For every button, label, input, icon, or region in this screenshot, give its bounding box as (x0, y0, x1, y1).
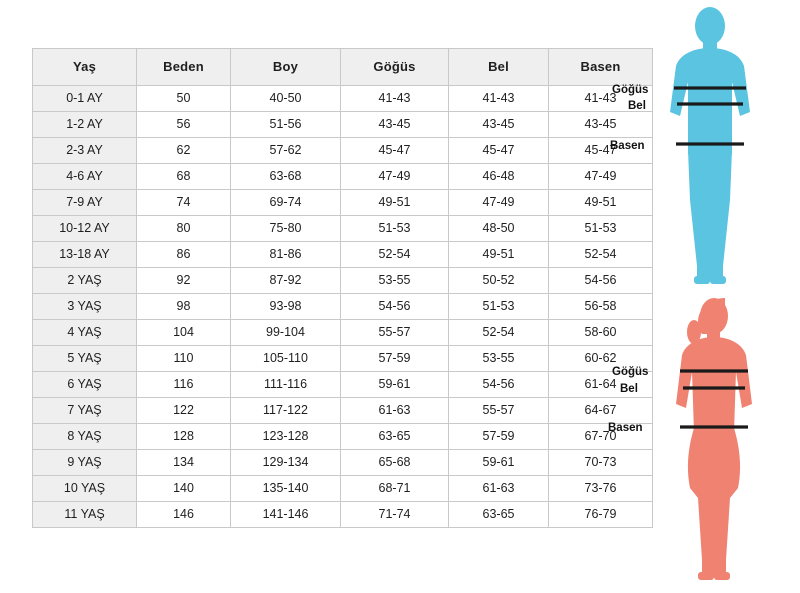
cell-beden: 68 (137, 164, 231, 190)
cell-basen: 45-47 (549, 138, 653, 164)
cell-gogus: 51-53 (341, 216, 449, 242)
cell-boy: 135-140 (231, 476, 341, 502)
cell-bel: 54-56 (449, 372, 549, 398)
cell-age: 4 YAŞ (33, 320, 137, 346)
table-row (33, 268, 653, 294)
cell-beden: 98 (137, 294, 231, 320)
cell-boy: 105-110 (231, 346, 341, 372)
cell-bel: 57-59 (449, 424, 549, 450)
table-row (33, 346, 653, 372)
cell-bel: 55-57 (449, 398, 549, 424)
cell-boy: 57-62 (231, 138, 341, 164)
cell-beden: 92 (137, 268, 231, 294)
cell-age: 10-12 AY (33, 216, 137, 242)
cell-basen: 73-76 (549, 476, 653, 502)
cell-age: 0-1 AY (33, 86, 137, 112)
cell-gogus: 43-45 (341, 112, 449, 138)
cell-age: 4-6 AY (33, 164, 137, 190)
figures-panel (608, 0, 800, 593)
boy-waist-label: Bel (628, 100, 646, 112)
cell-basen: 52-54 (549, 242, 653, 268)
boy-figure (610, 4, 800, 290)
table-row (33, 294, 653, 320)
cell-basen: 43-45 (549, 112, 653, 138)
boy-chest-label: Göğüs (612, 84, 649, 96)
column-header-bel: Bel (449, 49, 549, 86)
cell-gogus: 63-65 (341, 424, 449, 450)
cell-boy: 99-104 (231, 320, 341, 346)
cell-boy: 81-86 (231, 242, 341, 268)
cell-boy: 141-146 (231, 502, 341, 528)
cell-bel: 53-55 (449, 346, 549, 372)
girl-silhouette-icon (650, 292, 800, 592)
cell-age: 11 YAŞ (33, 502, 137, 528)
cell-beden: 146 (137, 502, 231, 528)
cell-gogus: 53-55 (341, 268, 449, 294)
cell-basen: 60-62 (549, 346, 653, 372)
girl-waist-label: Bel (620, 383, 638, 395)
girl-hip-label: Basen (608, 422, 643, 434)
cell-bel: 41-43 (449, 86, 549, 112)
cell-boy: 87-92 (231, 268, 341, 294)
cell-beden: 80 (137, 216, 231, 242)
cell-boy: 75-80 (231, 216, 341, 242)
cell-age: 8 YAŞ (33, 424, 137, 450)
cell-beden: 62 (137, 138, 231, 164)
cell-bel: 50-52 (449, 268, 549, 294)
cell-beden: 110 (137, 346, 231, 372)
column-header-beden: Beden (137, 49, 231, 86)
table-row (33, 476, 653, 502)
size-table (32, 48, 653, 528)
cell-beden: 56 (137, 112, 231, 138)
cell-gogus: 71-74 (341, 502, 449, 528)
girl-figure (608, 292, 800, 592)
cell-basen: 58-60 (549, 320, 653, 346)
cell-beden: 74 (137, 190, 231, 216)
cell-beden: 104 (137, 320, 231, 346)
cell-basen: 64-67 (549, 398, 653, 424)
cell-beden: 116 (137, 372, 231, 398)
cell-basen: 67-70 (549, 424, 653, 450)
cell-bel: 46-48 (449, 164, 549, 190)
cell-boy: 63-68 (231, 164, 341, 190)
column-header-basen: Basen (549, 49, 653, 86)
table-row (33, 398, 653, 424)
cell-bel: 59-61 (449, 450, 549, 476)
cell-age: 2-3 AY (33, 138, 137, 164)
cell-beden: 128 (137, 424, 231, 450)
cell-gogus: 68-71 (341, 476, 449, 502)
table-row (33, 502, 653, 528)
cell-basen: 56-58 (549, 294, 653, 320)
cell-age: 1-2 AY (33, 112, 137, 138)
girl-chest-label: Göğüs (612, 366, 649, 378)
cell-basen: 41-43 (549, 86, 653, 112)
table-row (33, 138, 653, 164)
cell-gogus: 47-49 (341, 164, 449, 190)
table-row (33, 372, 653, 398)
boy-hip-label: Basen (610, 140, 645, 152)
table-header-row (33, 49, 653, 86)
cell-age: 3 YAŞ (33, 294, 137, 320)
table-row (33, 190, 653, 216)
table-row (33, 242, 653, 268)
cell-beden: 122 (137, 398, 231, 424)
cell-beden: 86 (137, 242, 231, 268)
cell-boy: 117-122 (231, 398, 341, 424)
cell-gogus: 55-57 (341, 320, 449, 346)
table-row (33, 86, 653, 112)
cell-age: 6 YAŞ (33, 372, 137, 398)
cell-gogus: 49-51 (341, 190, 449, 216)
cell-gogus: 65-68 (341, 450, 449, 476)
cell-gogus: 54-56 (341, 294, 449, 320)
table-row (33, 216, 653, 242)
cell-age: 10 YAŞ (33, 476, 137, 502)
cell-basen: 70-73 (549, 450, 653, 476)
size-table-container (32, 48, 652, 528)
cell-boy: 111-116 (231, 372, 341, 398)
cell-basen: 47-49 (549, 164, 653, 190)
cell-boy: 40-50 (231, 86, 341, 112)
cell-boy: 123-128 (231, 424, 341, 450)
cell-age: 7-9 AY (33, 190, 137, 216)
cell-gogus: 59-61 (341, 372, 449, 398)
table-row (33, 424, 653, 450)
cell-gogus: 61-63 (341, 398, 449, 424)
cell-beden: 134 (137, 450, 231, 476)
table-row (33, 450, 653, 476)
cell-bel: 45-47 (449, 138, 549, 164)
table-header (33, 49, 653, 86)
cell-age: 9 YAŞ (33, 450, 137, 476)
cell-bel: 63-65 (449, 502, 549, 528)
cell-bel: 52-54 (449, 320, 549, 346)
cell-bel: 47-49 (449, 190, 549, 216)
table-row (33, 164, 653, 190)
cell-basen: 51-53 (549, 216, 653, 242)
cell-gogus: 52-54 (341, 242, 449, 268)
cell-age: 7 YAŞ (33, 398, 137, 424)
cell-basen: 76-79 (549, 502, 653, 528)
cell-bel: 43-45 (449, 112, 549, 138)
cell-beden: 140 (137, 476, 231, 502)
table-row (33, 320, 653, 346)
cell-age: 5 YAŞ (33, 346, 137, 372)
column-header-gogus: Göğüs (341, 49, 449, 86)
cell-basen: 61-64 (549, 372, 653, 398)
cell-bel: 51-53 (449, 294, 549, 320)
cell-gogus: 41-43 (341, 86, 449, 112)
cell-age: 13-18 AY (33, 242, 137, 268)
cell-boy: 129-134 (231, 450, 341, 476)
column-header-boy: Boy (231, 49, 341, 86)
boy-silhouette-icon (650, 4, 800, 290)
cell-bel: 61-63 (449, 476, 549, 502)
cell-bel: 48-50 (449, 216, 549, 242)
cell-beden: 50 (137, 86, 231, 112)
column-header-age: Yaş (33, 49, 137, 86)
cell-boy: 51-56 (231, 112, 341, 138)
cell-boy: 93-98 (231, 294, 341, 320)
cell-boy: 69-74 (231, 190, 341, 216)
cell-gogus: 45-47 (341, 138, 449, 164)
cell-bel: 49-51 (449, 242, 549, 268)
cell-basen: 49-51 (549, 190, 653, 216)
table-body (33, 86, 653, 528)
cell-gogus: 57-59 (341, 346, 449, 372)
cell-basen: 54-56 (549, 268, 653, 294)
table-row (33, 112, 653, 138)
cell-age: 2 YAŞ (33, 268, 137, 294)
